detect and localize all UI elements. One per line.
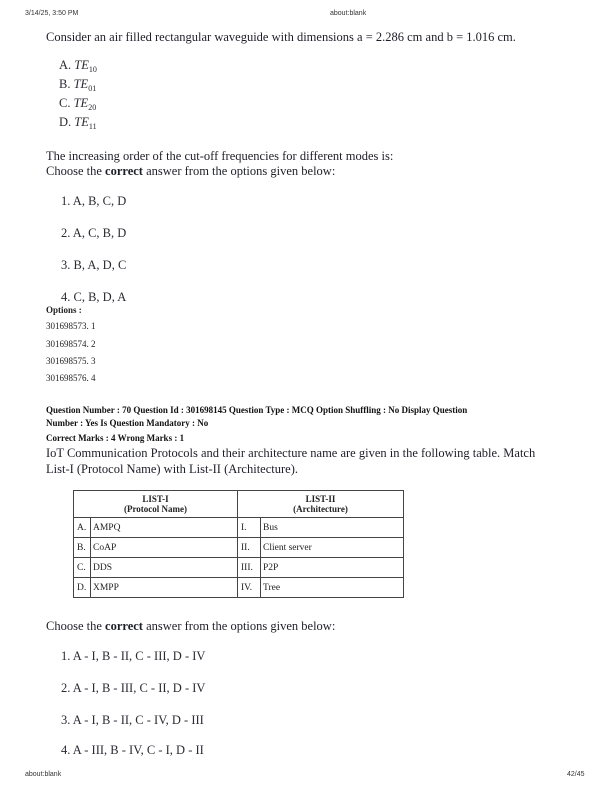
answer-option-4: 4. C, B, D, A bbox=[61, 290, 127, 304]
choose-instruction-2: Choose the correct answer from the options given below: bbox=[46, 619, 336, 633]
print-datetime: 3/14/25, 3:50 PM bbox=[25, 10, 79, 17]
option-id-4: 301698576. 4 bbox=[46, 373, 96, 383]
table-header-row bbox=[74, 491, 404, 518]
list1-header: LIST-I (Protocol Name) bbox=[74, 491, 238, 518]
mode-item: D. $TE_{11}$ bbox=[59, 115, 97, 131]
answer-option-1: 1. A, B, C, D bbox=[61, 194, 127, 208]
table-row: D. XMPP IV. Tree bbox=[74, 578, 404, 598]
mode-item: B. $TE_{01}$ bbox=[59, 77, 97, 93]
answer-option-2: 2. A - I, B - III, C - II, D - IV bbox=[61, 681, 206, 695]
list2-header: LIST-II (Architecture) bbox=[238, 491, 404, 518]
choose-instruction: Choose the correct answer from the options given below: bbox=[46, 164, 336, 178]
footer-url: about:blank bbox=[25, 771, 62, 778]
table-row: B. CoAP II. Client server bbox=[74, 538, 404, 558]
question-meta-line1: Question Number : 70 Question Id : 301698145 Question Type : MCQ Option Shuffling : No Display Question bbox=[46, 405, 468, 415]
answer-option-3: 3. A - I, B - II, C - IV, D - III bbox=[61, 713, 204, 727]
page-number: 42/45 bbox=[567, 771, 585, 778]
answer-option-2: 2. A, C, B, D bbox=[61, 226, 127, 240]
answer-option-4: 4. A - III, B - IV, C - I, D - II bbox=[61, 743, 204, 757]
options-label: Options : bbox=[46, 305, 82, 315]
question-stem-line1: IoT Communication Protocols and their architecture name are given in the following table. Match bbox=[46, 446, 536, 460]
question-stem: Consider an air filled rectangular waveguide with dimensions a = 2.286 cm and b = 1.016 cm. bbox=[46, 30, 516, 44]
question-meta-line2: Number : Yes Is Question Mandatory : No bbox=[46, 418, 209, 428]
table-row: A. AMPQ I. Bus bbox=[74, 518, 404, 538]
question-stem-line2: List-I (Protocol Name) with List-II (Architecture). bbox=[46, 462, 298, 476]
question-marks: Correct Marks : 4 Wrong Marks : 1 bbox=[46, 433, 185, 443]
mode-item: C. $TE_{20}$ bbox=[59, 96, 97, 112]
answer-option-1: 1. A - I, B - II, C - III, D - IV bbox=[61, 649, 206, 663]
option-id-3: 301698575. 3 bbox=[46, 356, 96, 366]
option-id-2: 301698574. 2 bbox=[46, 339, 96, 349]
option-id-1: 301698573. 1 bbox=[46, 321, 96, 331]
match-table bbox=[73, 490, 404, 598]
mode-item: A. $TE_{10}$ bbox=[59, 58, 97, 74]
table-row: C. DDS III. P2P bbox=[74, 558, 404, 578]
question-prompt: The increasing order of the cut-off frequencies for different modes is: bbox=[46, 149, 394, 163]
answer-option-3: 3. B, A, D, C bbox=[61, 258, 127, 272]
print-url: about:blank bbox=[330, 10, 367, 17]
